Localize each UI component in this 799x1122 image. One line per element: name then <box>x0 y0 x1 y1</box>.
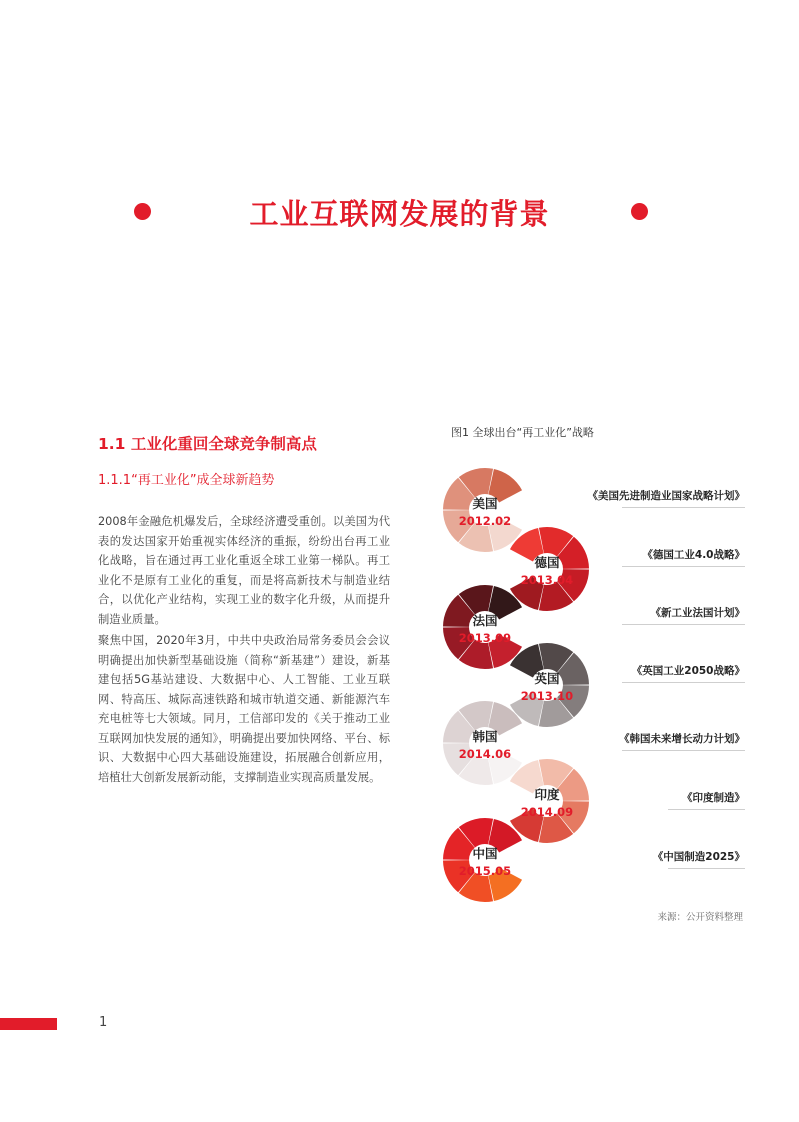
country-label: 法国 <box>472 613 498 628</box>
strategy-underline <box>668 868 745 869</box>
page-title: 工业互联网发展的背景 <box>249 197 550 231</box>
strategy-label: 《韩国未来增长动力计划》 <box>619 733 745 745</box>
country-label: 中国 <box>472 846 498 861</box>
date-label: 2014.06 <box>458 747 512 761</box>
paragraph-2: 聚焦中国，2020年3月，中共中央政治局常务委员会会议明确提出加快新型基础设施（简称“新基建”）建设，新基建包括5G基站建设、大数据中心、人工智能、工业互联网、特高压、城际高速铁路和城市轨道交通、新能源汽车充电桩等七大领域。同月，工信部印发的《关于推动工业互联网加快发展的通知》，明确提出要加快网络、平台、标识、大数据中心四大基础设施建设，拓展融合创新应用，培植壮大创新发展新动能，支撑制造业实现高质量发展。 <box>98 634 390 784</box>
strategy-label: 《新工业法国计划》 <box>650 607 745 619</box>
strategy-underline <box>622 682 745 683</box>
strategy-timeline-chart <box>430 440 630 930</box>
country-label: 德国 <box>534 555 560 570</box>
strategy-underline <box>668 809 745 810</box>
strategy-label: 《德国工业4.0战略》 <box>642 549 745 561</box>
title-dot-right <box>631 203 648 220</box>
strategy-label: 《印度制造》 <box>682 792 745 804</box>
section-heading: 1.1 工业化重回全球竞争制高点 <box>98 435 317 453</box>
date-label: 2013.04 <box>520 573 574 587</box>
date-label: 2013.09 <box>458 631 512 645</box>
strategy-underline <box>622 566 745 567</box>
page-number: 1 <box>99 1015 108 1030</box>
strategy-underline <box>622 624 745 625</box>
country-label: 美国 <box>472 496 498 511</box>
date-label: 2013.10 <box>520 689 574 703</box>
country-label: 韩国 <box>472 729 498 744</box>
date-label: 2012.02 <box>458 514 512 528</box>
country-label: 印度 <box>534 787 560 802</box>
strategy-label: 《英国工业2050战略》 <box>631 665 745 677</box>
subsection-heading: 1.1.1“再工业化”成全球新趋势 <box>98 473 275 488</box>
date-label: 2015.05 <box>458 864 512 878</box>
figure-source: 来源：公开资料整理 <box>657 912 743 923</box>
country-label: 英国 <box>534 671 560 686</box>
strategy-underline <box>622 507 745 508</box>
figure-caption: 图1 全球出台“再工业化”战略 <box>451 426 594 439</box>
footer-accent-bar <box>0 1018 57 1030</box>
paragraph-1: 2008年金融危机爆发后，全球经济遭受重创。以美国为代表的发达国家开始重视实体经济的重振，纷纷出台再工业化战略，旨在通过再工业化重返全球工业第一梯队。再工业化不是原有工业化的重复，而是将高新技术与制造业结合，以优化产业结构，实现工业的数字化升级，从而提升制造业质量。 <box>98 515 390 626</box>
strategy-underline <box>622 750 745 751</box>
strategy-label: 《美国先进制造业国家战略计划》 <box>587 490 745 502</box>
date-label: 2014.09 <box>520 805 574 819</box>
strategy-label: 《中国制造2025》 <box>652 851 745 863</box>
